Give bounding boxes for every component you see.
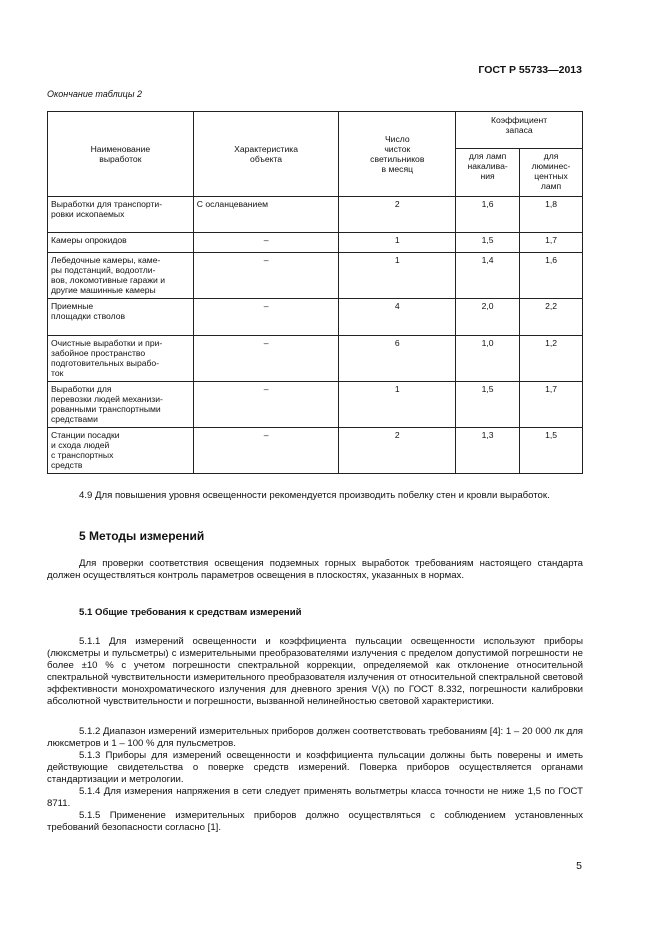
cell-incandescent: 2,0	[456, 299, 520, 336]
table-row	[48, 382, 583, 428]
paragraph-5-1-4: 5.1.4 Для измерения напряжения в сети следует применять вольтметры класса точности не ниже 1,5 по ГОСТ 8711.	[47, 786, 583, 809]
cell-name: Камеры опрокидов	[48, 233, 194, 253]
section-5-1-title: 5.1 Общие требования к средствам измерений	[79, 607, 302, 618]
cell-incandescent: 1,5	[456, 233, 520, 253]
cell-fluorescent: 1,8	[520, 197, 583, 233]
paragraph-5-intro: Для проверки соответствия освещения подземных горных выработок требованиям настоящего стандарта должен осуществляться контроль параметров освещения в плоскостях, указанных в нормах.	[47, 558, 583, 581]
cell-fluorescent: 1,6	[520, 253, 583, 299]
cell-fluorescent: 1,7	[520, 382, 583, 428]
cell-cleanings: 1	[339, 382, 456, 428]
header-fluorescent: для люминес- центных ламп	[520, 149, 583, 197]
cell-fluorescent: 1,2	[520, 336, 583, 382]
cell-name: Приемные площадки стволов	[48, 299, 194, 336]
cell-fluorescent: 2,2	[520, 299, 583, 336]
cell-name: Станции посадки и схода людей с транспортных средств	[48, 428, 194, 474]
section-5-title: 5 Методы измерений	[79, 529, 205, 543]
cell-name: Выработки для транспорти- ровки ископаемых	[48, 197, 194, 233]
table-row	[48, 253, 583, 299]
cell-cleanings: 6	[339, 336, 456, 382]
cell-characteristic: –	[193, 428, 339, 474]
cell-incandescent: 1,6	[456, 197, 520, 233]
cell-cleanings: 2	[339, 197, 456, 233]
header-coefficient: Коэффициент запаса	[456, 112, 583, 149]
table-row	[48, 197, 583, 233]
cell-cleanings: 1	[339, 233, 456, 253]
paragraph-5-1-5: 5.1.5 Применение измерительных приборов должно осуществляться с соблюдением установленных требований безопасности согласно [1].	[47, 810, 583, 833]
cell-characteristic: –	[193, 336, 339, 382]
cell-characteristic: –	[193, 299, 339, 336]
table-caption: Окончание таблицы 2	[47, 89, 142, 99]
coefficient-table	[47, 111, 583, 474]
cell-name: Лебедочные камеры, каме- ры подстанций, водоотли- вов, локомотивные гаражи и другие машинные камеры	[48, 253, 194, 299]
header-characteristic: Характеристика объекта	[193, 112, 339, 197]
header-name: Наименование выработок	[48, 112, 194, 197]
header-incandescent: для ламп накалива- ния	[456, 149, 520, 197]
cell-incandescent: 1,3	[456, 428, 520, 474]
paragraph-5-1-1: 5.1.1 Для измерений освещенности и коэффициента пульсации освещенности используют приборы (люксметры и пульсметры) с измерительными преобразователями излучения с пределом допустимой погрешности не более ±10 % с учетом погрешности спектральной коррекции, определяемой как отклонение относительной спектральной чувствительности измерительного преобразователя излучения от относительной спектральной световой эффективности монохроматического излучения для дневного зрения V(λ) по ГОСТ 8.332, погрешности калибровки абсолютной чувствительности и погрешности, вызванной нелинейностью световой характеристики.	[47, 636, 583, 707]
cell-cleanings: 2	[339, 428, 456, 474]
cell-fluorescent: 1,7	[520, 233, 583, 253]
paragraph-5-1-3: 5.1.3 Приборы для измерений освещенности и коэффициента пульсации должны быть поверены и иметь действующие свидетельства о поверке средств измерений. Поверка приборов осуществляется органами стандартизации и метрологии.	[47, 750, 583, 785]
cell-cleanings: 4	[339, 299, 456, 336]
table-row	[48, 336, 583, 382]
cell-fluorescent: 1,5	[520, 428, 583, 474]
page-number: 5	[576, 860, 582, 872]
cell-name: Очистные выработки и при- забойное пространство подготовительных вырабо- ток	[48, 336, 194, 382]
cell-cleanings: 1	[339, 253, 456, 299]
cell-characteristic: –	[193, 382, 339, 428]
cell-characteristic: –	[193, 253, 339, 299]
table-row	[48, 428, 583, 474]
cell-name: Выработки для перевозки людей механизи- рованными транспортными средствами	[48, 382, 194, 428]
cell-incandescent: 1,4	[456, 253, 520, 299]
table-row	[48, 233, 583, 253]
table-row	[48, 299, 583, 336]
cell-incandescent: 1,5	[456, 382, 520, 428]
paragraph-5-1-2: 5.1.2 Диапазон измерений измерительных приборов должен соответствовать требованиям [4]: 1 – 20 000 лк для люксметров и 1 – 100 % для пульсметров.	[47, 726, 583, 749]
paragraph-4-9: 4.9 Для повышения уровня освещенности рекомендуется производить побелку стен и кровли выработок.	[79, 490, 550, 501]
cell-characteristic: –	[193, 233, 339, 253]
cell-incandescent: 1,0	[456, 336, 520, 382]
header-cleanings: Число чисток светильников в месяц	[339, 112, 456, 197]
cell-characteristic: С осланцеванием	[193, 197, 339, 233]
document-code: ГОСТ Р 55733—2013	[478, 64, 582, 76]
